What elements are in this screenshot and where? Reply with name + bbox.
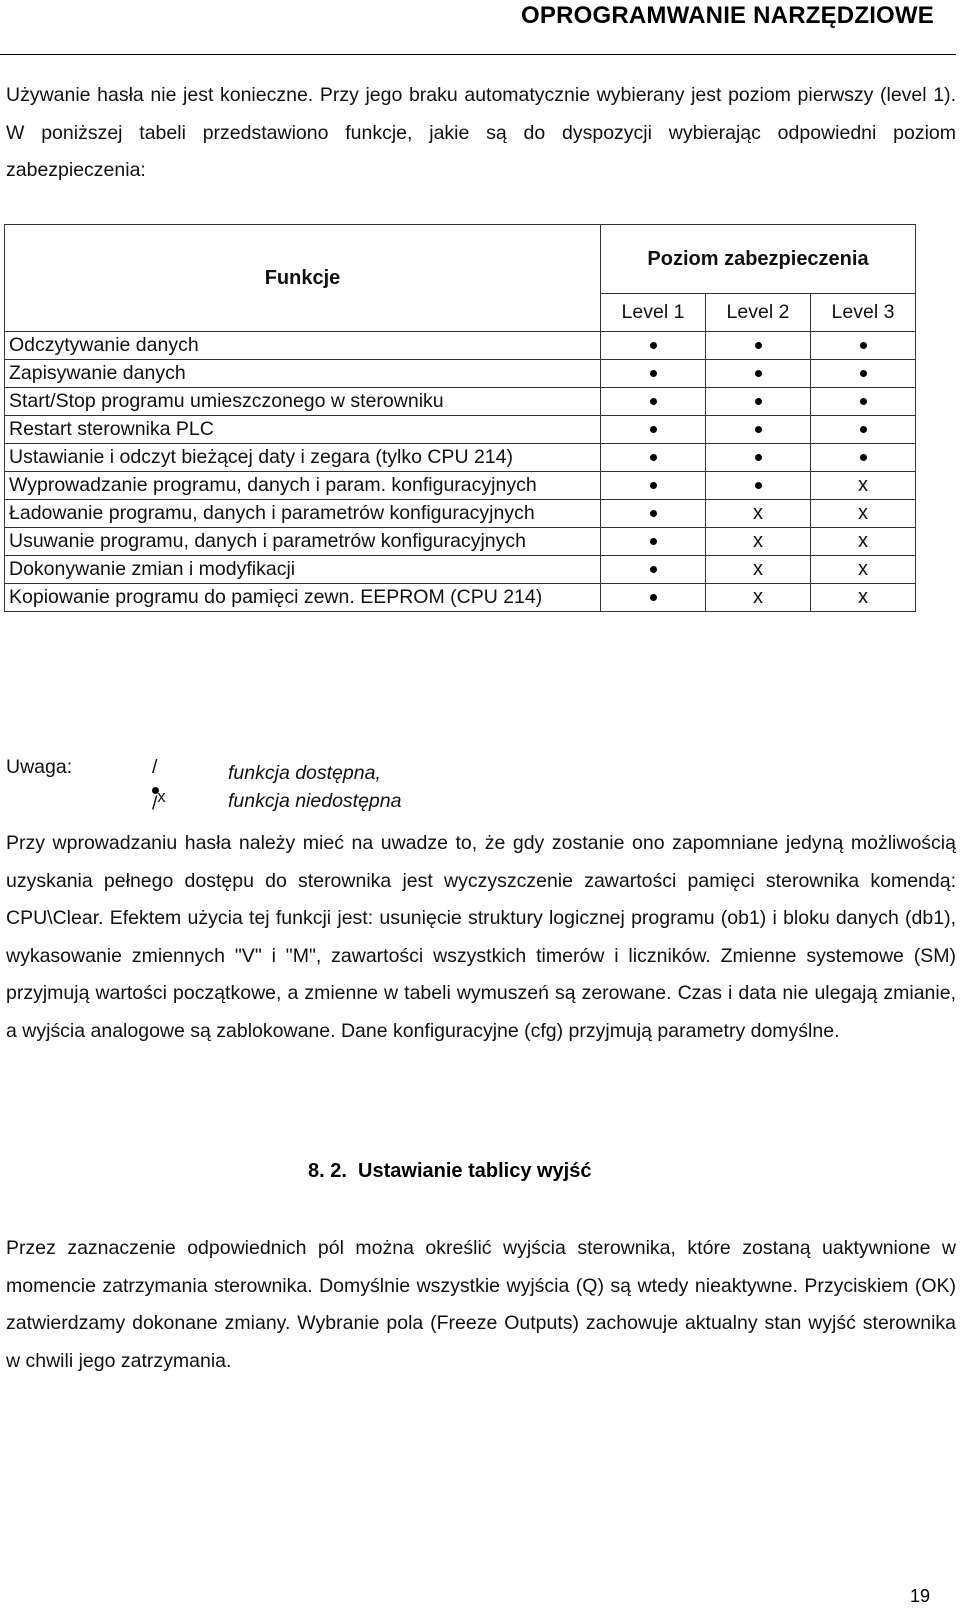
level-2-cell (706, 472, 811, 500)
function-name: Dokonywanie zmian i modyfikacji (5, 556, 601, 584)
available-dot-icon (755, 342, 762, 349)
header-divider (0, 54, 956, 55)
table-row (5, 360, 916, 388)
function-name: Kopiowanie programu do pamięci zewn. EEPROM (CPU 214) (5, 584, 601, 612)
unavailable-x-icon: x (753, 530, 763, 552)
level-1-cell (601, 360, 706, 388)
unavailable-x-icon: x (858, 502, 868, 524)
available-dot-icon (860, 426, 867, 433)
unavailable-x-icon: x (858, 558, 868, 580)
function-name: Start/Stop programu umieszczonego w sterowniku (5, 388, 601, 416)
function-name: Usuwanie programu, danych i parametrów konfiguracyjnych (5, 528, 601, 556)
unavailable-x-icon: x (858, 530, 868, 552)
available-dot-icon (650, 510, 657, 517)
level-3-cell (811, 472, 916, 500)
level-1-cell (601, 556, 706, 584)
level-1-cell (601, 332, 706, 360)
level-2-cell (706, 444, 811, 472)
level-1-cell (601, 416, 706, 444)
table-row (5, 444, 916, 472)
level-3-cell (811, 332, 916, 360)
table-row (5, 500, 916, 528)
unavailable-x-icon: x (753, 502, 763, 524)
unavailable-x-icon: x (753, 586, 763, 608)
legend-dot-symbol: / (152, 756, 159, 802)
level-1-header: Level 1 (601, 294, 706, 332)
available-dot-icon (755, 426, 762, 433)
level-2-cell (706, 332, 811, 360)
available-dot-icon (860, 370, 867, 377)
available-dot-icon (650, 398, 657, 405)
unavailable-x-icon: x (858, 586, 868, 608)
section-number: 8. 2. (308, 1160, 347, 1182)
security-level-group-header: Poziom zabezpieczenia (601, 225, 916, 294)
available-dot-icon (650, 482, 657, 489)
level-2-cell (706, 360, 811, 388)
table-row (5, 584, 916, 612)
table-row (5, 472, 916, 500)
level-3-cell (811, 388, 916, 416)
note-label: Uwaga: (6, 756, 73, 778)
unavailable-x-icon: x (858, 474, 868, 496)
section-title: Ustawianie tablicy wyjść (358, 1160, 592, 1182)
available-dot-icon (650, 454, 657, 461)
table-row (5, 528, 916, 556)
section-heading (308, 1160, 591, 1183)
level-3-cell (811, 360, 916, 388)
function-name: Zapisywanie danych (5, 360, 601, 388)
intro-paragraph: Używanie hasła nie jest konieczne. Przy jego braku automatycznie wybierany jest poziom pierwszy (level 1). W poniższej tabeli przedstawiono funkcje, jakie są do dyspozycji wybierając odpowiedni poziom zabezpieczenia: (6, 84, 956, 181)
level-3-cell (811, 584, 916, 612)
functions-column-header: Funkcje (5, 225, 601, 332)
page-header-title: OPROGRAMWANIE NARZĘDZIOWE (521, 2, 934, 29)
function-name: Ładowanie programu, danych i parametrów konfiguracyjnych (5, 500, 601, 528)
table-row (5, 332, 916, 360)
legend-unavailable-text: funkcja niedostępna (228, 790, 402, 812)
level-2-cell (706, 584, 811, 612)
level-1-cell (601, 584, 706, 612)
available-dot-icon (650, 370, 657, 377)
available-dot-icon (650, 594, 657, 601)
table-header-row (5, 225, 916, 294)
function-name: Ustawianie i odczyt bieżącej daty i zegara (tylko CPU 214) (5, 444, 601, 472)
function-name: Odczytywanie danych (5, 332, 601, 360)
level-3-cell (811, 444, 916, 472)
table-row (5, 388, 916, 416)
available-dot-icon (755, 398, 762, 405)
level-3-cell (811, 500, 916, 528)
level-2-cell (706, 556, 811, 584)
function-name: Wyprowadzanie programu, danych i param. konfiguracyjnych (5, 472, 601, 500)
available-dot-icon (650, 538, 657, 545)
level-1-cell (601, 528, 706, 556)
available-dot-icon (650, 426, 657, 433)
table-row (5, 416, 916, 444)
level-1-cell (601, 388, 706, 416)
level-3-cell (811, 416, 916, 444)
available-dot-icon (650, 566, 657, 573)
level-2-cell (706, 416, 811, 444)
password-warning-paragraph: Przy wprowadzaniu hasła należy mieć na uwadze to, że gdy zostanie ono zapomniane jedyną możliwością uzyskania pełnego dostępu do sterownika jest wyczyszczenie zawartości pamięci sterownika komendą: CPU\Clear. Efektem użycia tej funkcji jest: usunięcie struktury logicznej programu (ob1) i bloku danych (db1), wykasowanie zmiennych "V" i "M", zawartości wszystkich timerów i liczników. Zmienne systemowe (SM) przyjmują wartości początkowe, a zmienne w tabeli wymuszeń są zerowane. Czas i data nie ulegają zmianie, a wyjścia analogowe są zablokowane. Dane konfiguracyjne (cfg) przyjmują parametry domyślne. (6, 832, 956, 1042)
available-dot-icon (755, 370, 762, 377)
cross-icon: x (157, 788, 166, 806)
level-2-cell (706, 528, 811, 556)
security-functions-table (4, 224, 916, 612)
table-row (5, 556, 916, 584)
function-name: Restart sterownika PLC (5, 416, 601, 444)
level-3-header: Level 3 (811, 294, 916, 332)
unavailable-x-icon: x (753, 558, 763, 580)
level-2-cell (706, 500, 811, 528)
available-dot-icon (860, 342, 867, 349)
level-3-cell (811, 528, 916, 556)
available-dot-icon (860, 454, 867, 461)
level-1-cell (601, 500, 706, 528)
level-1-cell (601, 444, 706, 472)
level-2-cell (706, 388, 811, 416)
legend-available-text: funkcja dostępna, (228, 762, 381, 784)
available-dot-icon (860, 398, 867, 405)
available-dot-icon (755, 454, 762, 461)
page-number: 19 (909, 1586, 930, 1606)
output-table-paragraph: Przez zaznaczenie odpowiednich pól można określić wyjścia sterownika, które zostaną uaktywnione w momencie zatrzymania sterownika. Domyślnie wszystkie wyjścia (Q) są wtedy nieaktywne. Przyciskiem (OK) zatwierdzamy dokonane zmiany. Wybranie pola (Freeze Outputs) zachowuje aktualny stan wyjść sterownika w chwili jego zatrzymania. (6, 1237, 956, 1372)
legend-cross-symbol: /$^x$ (152, 788, 166, 815)
available-dot-icon (650, 342, 657, 349)
level-2-header: Level 2 (706, 294, 811, 332)
level-3-cell (811, 556, 916, 584)
available-dot-icon (755, 482, 762, 489)
level-1-cell (601, 472, 706, 500)
